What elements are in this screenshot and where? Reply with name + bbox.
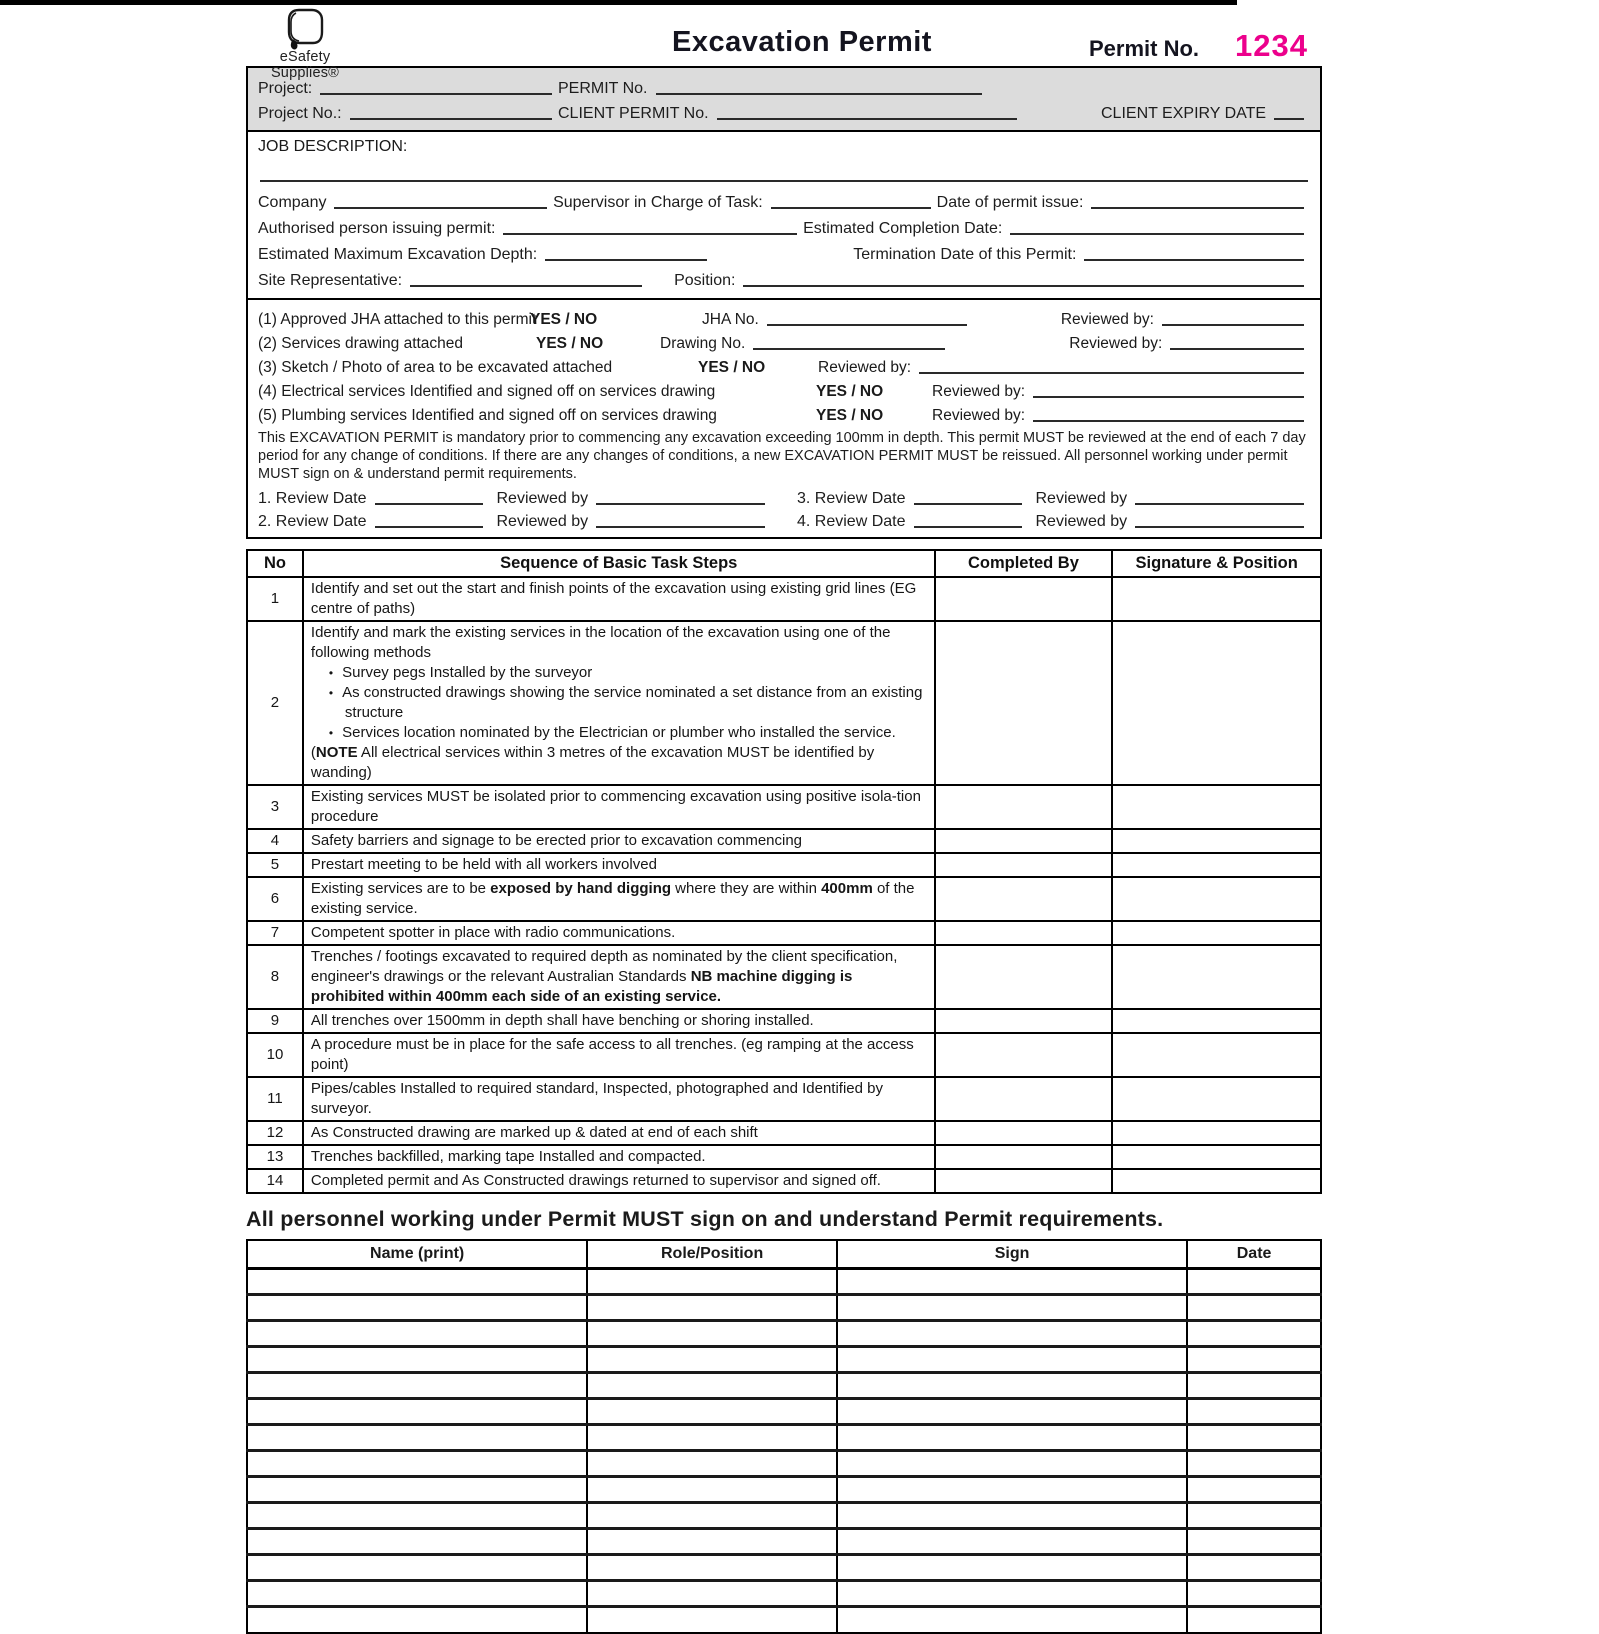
review-date-item: [797, 485, 1310, 508]
review-date-label: 3. Review Date: [797, 490, 906, 507]
signature-cell: [1112, 577, 1321, 621]
name-cell: [247, 1607, 587, 1633]
name-cell: [247, 1477, 587, 1503]
blank-line: [350, 105, 552, 120]
project-no-label: Project No.:: [258, 105, 342, 122]
step-description: [303, 945, 935, 1009]
checklist-item-label: (1) Approved JHA attached to this permit: [258, 311, 537, 328]
sign-cell: [837, 1477, 1187, 1503]
date-cell: [1187, 1607, 1321, 1633]
position-label: Position:: [674, 272, 736, 289]
blank-line: [1135, 513, 1304, 528]
sign-on-row: [247, 1373, 1321, 1399]
blank-line: [334, 194, 547, 209]
checklist-item: [258, 401, 1310, 425]
blank-line: [914, 513, 1022, 528]
sign-on-row: [247, 1503, 1321, 1529]
blank-line: [1135, 490, 1304, 505]
review-date-item: [258, 485, 771, 508]
text: As Constructed drawing are marked up & dated at end of each shift: [310, 1124, 758, 1141]
task-steps-table: [246, 549, 1322, 1194]
date-cell: [1187, 1477, 1321, 1503]
termination-label: Termination Date of this Permit:: [853, 246, 1077, 263]
mandatory-note: This EXCAVATION PERMIT is mandatory prior to commencing any excavation exceeding 100mm in depth. This permit MUST be reviewed at the end of each 7 day period for any change of conditions. If there are any changes of conditions, a new EXCAVATION PERMIT MUST be reissued. All personnel working under permit MUST sign on & understand permit requirements.: [258, 430, 1306, 482]
permit-no-label: PERMIT No.: [558, 80, 648, 97]
text: Trenches / footings excavated to required depth as nominated by the client specification, engineer's drawings or the relevant Australian Standards: [310, 948, 898, 985]
role-cell: [587, 1477, 837, 1503]
sign-cell: [837, 1503, 1187, 1529]
review-date-label: 4. Review Date: [797, 513, 906, 530]
text: (: [310, 744, 316, 761]
project-field: [258, 80, 558, 98]
column-header: Role/Position: [587, 1240, 837, 1269]
review-dates: [258, 485, 1310, 531]
permit-number-value: 1234: [1235, 28, 1308, 63]
checklist-item: [258, 329, 1310, 353]
review-date-label: 1. Review Date: [258, 490, 367, 507]
company-row: [258, 186, 1310, 212]
step-number: 11: [247, 1077, 303, 1121]
reviewed-by-label: Reviewed by:: [932, 383, 1026, 400]
checklist-item: [258, 377, 1310, 401]
sign-cell: [837, 1451, 1187, 1477]
blank-line: [1084, 246, 1304, 261]
name-cell: [247, 1581, 587, 1607]
signature-cell: [1112, 829, 1321, 853]
completed-by-cell: [935, 945, 1113, 1009]
blank-line: [771, 194, 931, 209]
project-row: [258, 73, 1310, 98]
step-description: [303, 877, 935, 921]
date-cell: [1187, 1269, 1321, 1295]
reviewed-by-label: Reviewed by:: [1060, 311, 1154, 328]
step-description: [303, 621, 935, 785]
name-cell: [247, 1425, 587, 1451]
blank-line: [1033, 383, 1304, 398]
blank-line: [1010, 220, 1304, 235]
signature-cell: [1112, 1121, 1321, 1145]
text: Existing services MUST be isolated prior to commencing excavation using positive isola-tion procedure: [310, 788, 921, 825]
text: Trenches backfilled, marking tape Installed and compacted.: [310, 1148, 706, 1165]
blank-line: [753, 335, 945, 350]
task-step-row: [247, 853, 1321, 877]
step-description: [303, 1145, 935, 1169]
role-cell: [587, 1451, 837, 1477]
date-cell: [1187, 1503, 1321, 1529]
permit-number-group: [1089, 28, 1308, 64]
text: where they are within: [671, 880, 822, 897]
role-cell: [587, 1321, 837, 1347]
completed-by-cell: [935, 1077, 1113, 1121]
step-number: 7: [247, 921, 303, 945]
job-description-box: [246, 132, 1322, 300]
reference-number-label: Drawing No.: [660, 335, 746, 352]
sign-on-row: [247, 1399, 1321, 1425]
blank-line: [545, 246, 707, 261]
task-step-row: [247, 621, 1321, 785]
reviewed-by-label: Reviewed by: [496, 490, 589, 507]
date-cell: [1187, 1399, 1321, 1425]
text: of the existing service.: [310, 880, 915, 917]
date-cell: [1187, 1295, 1321, 1321]
bold-text: exposed by hand digging: [490, 880, 672, 897]
completed-by-cell: [935, 1121, 1113, 1145]
task-step-row: [247, 785, 1321, 829]
client-expiry-field: [1101, 105, 1310, 123]
blank-line: [919, 359, 1304, 374]
role-cell: [587, 1373, 837, 1399]
blank-line: [375, 513, 483, 528]
role-cell: [587, 1607, 837, 1633]
checklist-box: [246, 300, 1322, 539]
role-cell: [587, 1581, 837, 1607]
blank-line: [1162, 311, 1304, 326]
completed-by-cell: [935, 1033, 1113, 1077]
role-cell: [587, 1425, 837, 1451]
bold-text: NB machine digging is prohibited within 400mm each side of an existing service.: [310, 968, 853, 1005]
date-cell: [1187, 1529, 1321, 1555]
date-cell: [1187, 1555, 1321, 1581]
completed-by-cell: [935, 829, 1113, 853]
name-cell: [247, 1373, 587, 1399]
text: Competent spotter in place with radio communications.: [310, 924, 676, 941]
blank-line: [656, 80, 983, 95]
blank-line: [596, 513, 765, 528]
name-cell: [247, 1295, 587, 1321]
blank-line: [1091, 194, 1304, 209]
column-header: Sign: [837, 1240, 1187, 1269]
step-number: 10: [247, 1033, 303, 1077]
completed-by-cell: [935, 921, 1113, 945]
bold-text: NOTE: [315, 744, 358, 761]
checklist-item-label: (3) Sketch / Photo of area to be excavated attached: [258, 359, 613, 376]
sign-cell: [837, 1347, 1187, 1373]
task-step-row: [247, 1077, 1321, 1121]
step-bullet: • Survey pegs Installed by the surveyor: [311, 663, 927, 683]
name-cell: [247, 1399, 587, 1425]
step-number: 13: [247, 1145, 303, 1169]
step-bullet: • As constructed drawings showing the service nominated a set distance from an existing structure: [311, 683, 927, 723]
sign-cell: [837, 1269, 1187, 1295]
step-number: 1: [247, 577, 303, 621]
sign-on-row: [247, 1607, 1321, 1633]
sign-cell: [837, 1607, 1187, 1633]
text: Completed permit and As Constructed drawings returned to supervisor and signed off.: [310, 1172, 881, 1189]
scan-edge-bar: [0, 0, 1237, 5]
client-expiry-label: CLIENT EXPIRY DATE: [1101, 105, 1267, 122]
step-number: 12: [247, 1121, 303, 1145]
checklist-rows: [258, 305, 1310, 425]
completed-by-cell: [935, 785, 1113, 829]
checklist-item: [258, 305, 1310, 329]
text: Existing services are to be: [310, 880, 491, 897]
name-cell: [247, 1347, 587, 1373]
task-step-row: [247, 1009, 1321, 1033]
project-no-field: [258, 105, 558, 123]
text: Prestart meeting to be held with all workers involved: [310, 856, 657, 873]
sign-on-row: [247, 1321, 1321, 1347]
site-rep-label: Site Representative:: [258, 272, 403, 289]
name-cell: [247, 1269, 587, 1295]
sign-cell: [837, 1321, 1187, 1347]
sign-table-header-row: [247, 1240, 1321, 1269]
step-intro: Identify and mark the existing services in the location of the excavation using one of the following methods: [310, 624, 891, 661]
text: All electrical services within 3 metres of the excavation MUST be identified by wanding): [310, 744, 875, 781]
project-details-box: [246, 66, 1322, 132]
sign-cell: [837, 1373, 1187, 1399]
reviewed-by-label: Reviewed by:: [1069, 335, 1163, 352]
signature-cell: [1112, 921, 1321, 945]
blank-line: [1274, 105, 1304, 120]
role-cell: [587, 1399, 837, 1425]
task-step-row: [247, 1145, 1321, 1169]
role-cell: [587, 1269, 837, 1295]
task-step-row: [247, 829, 1321, 853]
sign-on-table: [246, 1239, 1322, 1634]
supervisor-label: Supervisor in Charge of Task:: [553, 194, 763, 211]
signature-cell: [1112, 1145, 1321, 1169]
completed-by-cell: [935, 877, 1113, 921]
sign-on-row: [247, 1581, 1321, 1607]
blank-line: [1033, 407, 1304, 422]
completed-by-cell: [935, 621, 1113, 785]
bold-text: 400mm: [821, 880, 873, 897]
task-step-row: [247, 577, 1321, 621]
step-description: [303, 1121, 935, 1145]
blank-line: [375, 490, 483, 505]
reference-number-label: JHA No.: [702, 311, 759, 328]
role-cell: [587, 1295, 837, 1321]
name-cell: [247, 1451, 587, 1477]
sign-on-heading: All personnel working under Permit MUST sign on and understand Permit requirements.: [246, 1207, 1164, 1231]
role-cell: [587, 1503, 837, 1529]
blank-line: [320, 80, 552, 95]
signature-cell: [1112, 785, 1321, 829]
review-date-item: [258, 508, 771, 531]
client-permit-label: CLIENT PERMIT No.: [558, 105, 709, 122]
column-header: No: [247, 550, 303, 577]
site-rep-row: [258, 264, 1310, 290]
sign-cell: [837, 1295, 1187, 1321]
step-number: 2: [247, 621, 303, 785]
text: Safety barriers and signage to be erected prior to excavation commencing: [310, 832, 803, 849]
blank-line: [767, 311, 967, 326]
completed-by-cell: [935, 1169, 1113, 1193]
checklist-item-label: (4) Electrical services Identified and signed off on services drawing: [258, 383, 716, 400]
sign-on-row: [247, 1295, 1321, 1321]
sign-cell: [837, 1529, 1187, 1555]
reviewed-by-label: Reviewed by: [1035, 513, 1128, 530]
job-description-blank: [260, 158, 1308, 182]
role-cell: [587, 1529, 837, 1555]
step-description: [303, 829, 935, 853]
reviewed-by-label: Reviewed by: [1035, 490, 1128, 507]
client-permit-field: [558, 105, 1023, 123]
yes-no-choice: YES / NO: [530, 311, 598, 328]
signature-cell: [1112, 877, 1321, 921]
review-date-label: 2. Review Date: [258, 513, 367, 530]
completed-by-cell: [935, 853, 1113, 877]
authorised-row: [258, 212, 1310, 238]
step-number: 5: [247, 853, 303, 877]
signature-cell: [1112, 1077, 1321, 1121]
reviewed-by-label: Reviewed by:: [932, 407, 1026, 424]
permit-number-label: Permit No.: [1089, 36, 1200, 61]
task-step-row: [247, 1033, 1321, 1077]
reviewed-by-label: Reviewed by: [496, 513, 589, 530]
signature-cell: [1112, 1169, 1321, 1193]
blank-line: [717, 105, 1017, 120]
sign-on-row: [247, 1477, 1321, 1503]
sign-cell: [837, 1399, 1187, 1425]
task-step-row: [247, 921, 1321, 945]
sign-on-row: [247, 1347, 1321, 1373]
text: Pipes/cables Installed to required standard, Inspected, photographed and Identified by surveyor.: [310, 1080, 883, 1117]
blank-line: [914, 490, 1022, 505]
role-cell: [587, 1555, 837, 1581]
date-cell: [1187, 1347, 1321, 1373]
column-header: Sequence of Basic Task Steps: [303, 550, 935, 577]
authorised-label: Authorised person issuing permit:: [258, 220, 496, 237]
checklist-item: [258, 353, 1310, 377]
column-header: Signature & Position: [1112, 550, 1321, 577]
signature-cell: [1112, 1033, 1321, 1077]
checklist-item-label: (2) Services drawing attached: [258, 335, 464, 352]
job-description-label: JOB DESCRIPTION:: [258, 138, 408, 155]
step-description: [303, 1169, 935, 1193]
project-label: Project:: [258, 80, 313, 97]
step-description: [303, 853, 935, 877]
est-completion-label: Estimated Completion Date:: [803, 220, 1003, 237]
document-header: [246, 6, 1322, 81]
step-description: [303, 921, 935, 945]
yes-no-choice: YES / NO: [816, 383, 884, 400]
date-cell: [1187, 1373, 1321, 1399]
task-step-row: [247, 945, 1321, 1009]
step-bullet: • Services location nominated by the Electrician or plumber who installed the service.: [311, 723, 927, 743]
name-cell: [247, 1529, 587, 1555]
step-number: 14: [247, 1169, 303, 1193]
step-number: 6: [247, 877, 303, 921]
name-cell: [247, 1321, 587, 1347]
step-number: 3: [247, 785, 303, 829]
blank-line: [503, 220, 797, 235]
column-header: Name (print): [247, 1240, 587, 1269]
step-description: [303, 785, 935, 829]
text: All trenches over 1500mm in depth shall have benching or shoring installed.: [310, 1012, 814, 1029]
sign-on-row: [247, 1555, 1321, 1581]
role-cell: [587, 1347, 837, 1373]
checklist-item-label: (5) Plumbing services Identified and signed off on services drawing: [258, 407, 717, 424]
permit-no-field: [558, 80, 988, 98]
date-issue-label: Date of permit issue:: [936, 194, 1084, 211]
step-description: [303, 1033, 935, 1077]
yes-no-choice: YES / NO: [816, 407, 884, 424]
sign-on-row: [247, 1269, 1321, 1295]
brand-name: eSafety Supplies®: [270, 49, 340, 81]
column-header: Date: [1187, 1240, 1321, 1269]
company-label: Company: [258, 194, 327, 211]
sign-cell: [837, 1555, 1187, 1581]
sign-on-row: [247, 1529, 1321, 1555]
completed-by-cell: [935, 1145, 1113, 1169]
text: Identify and set out the start and finish points of the excavation using existing grid lines (EG centre of paths): [310, 580, 917, 617]
date-cell: [1187, 1425, 1321, 1451]
review-date-item: [797, 508, 1310, 531]
step-number: 8: [247, 945, 303, 1009]
step-description: [303, 1009, 935, 1033]
date-cell: [1187, 1321, 1321, 1347]
step-note: [311, 743, 927, 783]
sign-on-row: [247, 1451, 1321, 1477]
step-number: 4: [247, 829, 303, 853]
sign-cell: [837, 1581, 1187, 1607]
signature-cell: [1112, 945, 1321, 1009]
task-table-header-row: [247, 550, 1321, 577]
date-cell: [1187, 1451, 1321, 1477]
step-number: 9: [247, 1009, 303, 1033]
page-title: Excavation Permit: [672, 26, 932, 58]
blank-line: [410, 272, 642, 287]
sign-cell: [837, 1425, 1187, 1451]
signature-cell: [1112, 1009, 1321, 1033]
step-description: [303, 577, 935, 621]
name-cell: [247, 1555, 587, 1581]
reviewed-by-label: Reviewed by:: [818, 359, 912, 376]
task-step-row: [247, 877, 1321, 921]
blank-line: [1170, 335, 1304, 350]
signature-cell: [1112, 853, 1321, 877]
document-body: [246, 6, 1322, 1634]
project-no-row: [258, 98, 1310, 123]
text: A procedure must be in place for the safe access to all trenches. (eg ramping at the access point): [310, 1036, 914, 1073]
sign-on-row: [247, 1425, 1321, 1451]
signature-cell: [1112, 621, 1321, 785]
task-step-row: [247, 1169, 1321, 1193]
depth-row: [258, 238, 1310, 264]
name-cell: [247, 1503, 587, 1529]
blank-line: [596, 490, 765, 505]
step-description: [303, 1077, 935, 1121]
completed-by-cell: [935, 1009, 1113, 1033]
blank-line: [743, 272, 1304, 287]
date-cell: [1187, 1581, 1321, 1607]
completed-by-cell: [935, 577, 1113, 621]
max-depth-label: Estimated Maximum Excavation Depth:: [258, 246, 538, 263]
yes-no-choice: YES / NO: [698, 359, 766, 376]
yes-no-choice: YES / NO: [536, 335, 604, 352]
column-header: Completed By: [935, 550, 1113, 577]
task-step-row: [247, 1121, 1321, 1145]
